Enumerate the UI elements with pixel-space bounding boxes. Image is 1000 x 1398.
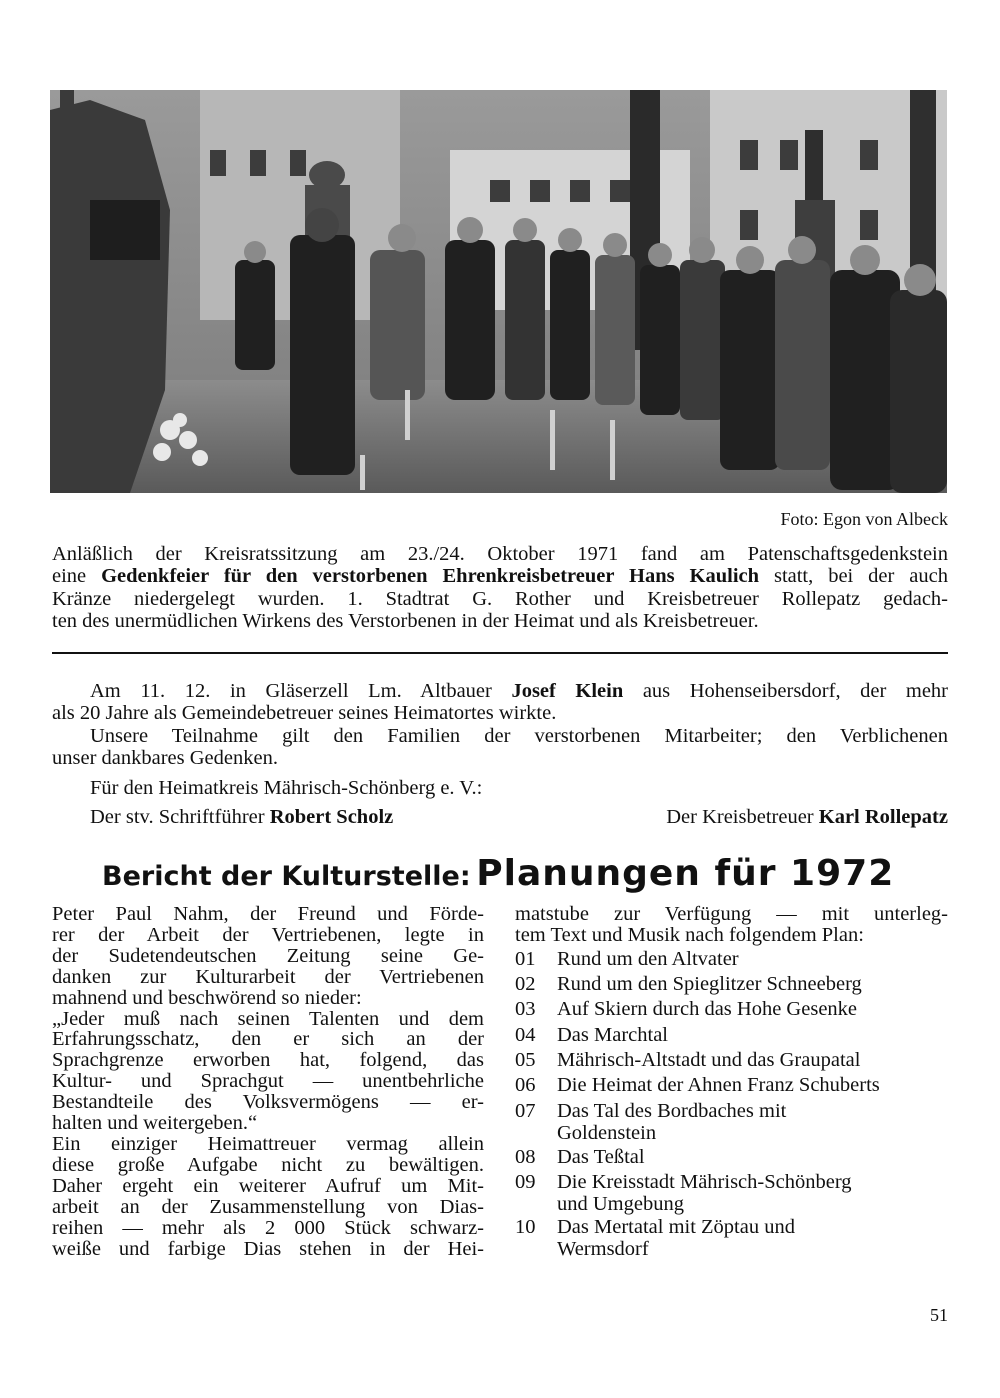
plan-item-number: 09 (515, 1171, 536, 1193)
left-line: diese große Aufgabe nicht zu bewältigen. (52, 1153, 484, 1176)
obituary-line-4: unser dankbares Gedenken. (52, 747, 278, 770)
obituary-notice (52, 680, 948, 770)
left-line: Peter Paul Nahm, der Freund und Förde- (52, 903, 484, 925)
left-line: arbeit an der Zusammenstellung von Dias- (52, 1195, 484, 1218)
left-line: Bestandteile des Volksvermögens — er- (52, 1091, 484, 1114)
plan-item-number: 08 (515, 1146, 536, 1168)
plan-item-title: Rund um den Altvater (557, 948, 739, 970)
obituary-line-2: als 20 Jahre als Gemeindebetreuer seines Heimatortes wirkte. (52, 702, 557, 725)
obituary-bold-name: Josef Klein (511, 680, 624, 702)
heading-part-2: Planungen für 1972 (476, 853, 895, 894)
left-line: Sprachgrenze erworben hat, folgend, das (52, 1049, 484, 1072)
page-number: 51 (930, 1305, 948, 1325)
plan-item-number: 07 (515, 1100, 536, 1122)
left-line: Daher ergeht ein weiterer Aufruf um Mit- (52, 1174, 484, 1197)
left-line: mahnend und beschwörend so nieder: (52, 986, 362, 1009)
plan-item-title: Das Mertatal mit Zöptau und Wermsdorf (557, 1216, 795, 1260)
left-line: Erfahrungsschatz, den er sich an der (52, 1028, 484, 1051)
photo-credit: Foto: Egon von Albeck (780, 509, 948, 529)
right-intro-line: matstube zur Verfügung — mit unterleg- (515, 903, 948, 925)
obituary-line-1: Am 11. 12. in Gläserzell Lm. Altbauer Josef Klein aus Hohenseibersdorf, der mehr (90, 680, 949, 702)
plan-item-title: Das Tal des Bordbaches mit Goldenstein (557, 1100, 787, 1144)
plan-item-title: Die Kreisstadt Mährisch-Schönberg und Umgebung (557, 1171, 852, 1215)
plan-item-number: 02 (515, 973, 536, 995)
heading-part-1: Bericht der Kulturstelle: (102, 861, 471, 892)
right-column-intro (515, 904, 948, 946)
plan-item-title: Das Teßtal (557, 1146, 645, 1168)
right-intro-line: tem Text und Musik nach folgendem Plan: (515, 923, 864, 946)
signature-left-name: Robert Scholz (269, 806, 394, 828)
left-column (52, 904, 484, 1259)
plan-item-title: Mährisch-Altstadt und das Graupatal (557, 1049, 861, 1071)
plan-item-number: 03 (515, 998, 536, 1020)
caption-line-2: eine Gedenkfeier für den verstorbenen Ehrenkreisbetreuer Hans Kaulich statt, bei der auch (52, 565, 948, 588)
left-line: reihen — mehr als 2 000 Stück schwarz- (52, 1216, 484, 1239)
memorial-photo (50, 90, 947, 493)
left-line: halten und weitergeben.“ (52, 1112, 258, 1135)
photo-caption (52, 543, 948, 633)
plan-item-number: 10 (515, 1216, 536, 1238)
caption-line-1: Anläßlich der Kreisratssitzung am 23./24. Oktober 1971 fand am Patenschaftsgedenkstein (52, 543, 948, 565)
plan-item-number: 04 (515, 1024, 536, 1046)
caption-bold-name: Gedenkfeier für den verstorbenen Ehrenkreisbetreuer Hans Kaulich (101, 565, 760, 588)
plan-item-number: 05 (515, 1049, 536, 1071)
obituary-line-3: Unsere Teilnahme gilt den Familien der verstorbenen Mitarbeiter; den Verblichenen (90, 724, 948, 747)
signature-right-name: Karl Rollepatz (818, 806, 948, 828)
signature-right: Der Kreisbetreuer Karl Rollepatz (666, 806, 948, 828)
plan-item-number: 06 (515, 1074, 536, 1096)
plan-item-title: Das Marchtal (557, 1024, 668, 1046)
caption-line-4: ten des unermüdlichen Wirkens des Verstorbenen in der Heimat und als Kreisbetreuer. (52, 610, 759, 633)
caption-line-3: Kränze niedergelegt wurden. 1. Stadtrat G. Rother und Kreisbetreuer Rollepatz gedach- (52, 587, 948, 610)
left-line: Ein einziger Heimattreuer vermag allein (52, 1132, 484, 1155)
left-line: danken zur Kulturarbeit der Vertriebenen (52, 965, 484, 988)
section-heading (102, 853, 894, 894)
obituary-line-5: Für den Heimatkreis Mährisch-Schönberg e. V.: (90, 777, 483, 799)
left-line: weiße und farbige Dias stehen in der Hei- (52, 1237, 484, 1260)
left-line: „Jeder muß nach seinen Talenten und dem (52, 1007, 484, 1030)
plan-item-number: 01 (515, 948, 536, 970)
left-line: Kultur- und Sprachgut — unentbehrliche (52, 1070, 484, 1093)
left-line: der Sudetendeutschen Zeitung seine Ge- (52, 944, 484, 967)
left-line: rer der Arbeit der Vertriebenen, legte in (52, 923, 484, 946)
signature-left: Der stv. Schriftführer Robert Scholz (90, 806, 394, 828)
plan-item-title: Die Heimat der Ahnen Franz Schuberts (557, 1074, 880, 1096)
plan-item-title: Rund um den Spieglitzer Schneeberg (557, 973, 862, 995)
section-divider (52, 652, 948, 654)
plan-item-title: Auf Skiern durch das Hohe Gesenke (557, 998, 858, 1020)
